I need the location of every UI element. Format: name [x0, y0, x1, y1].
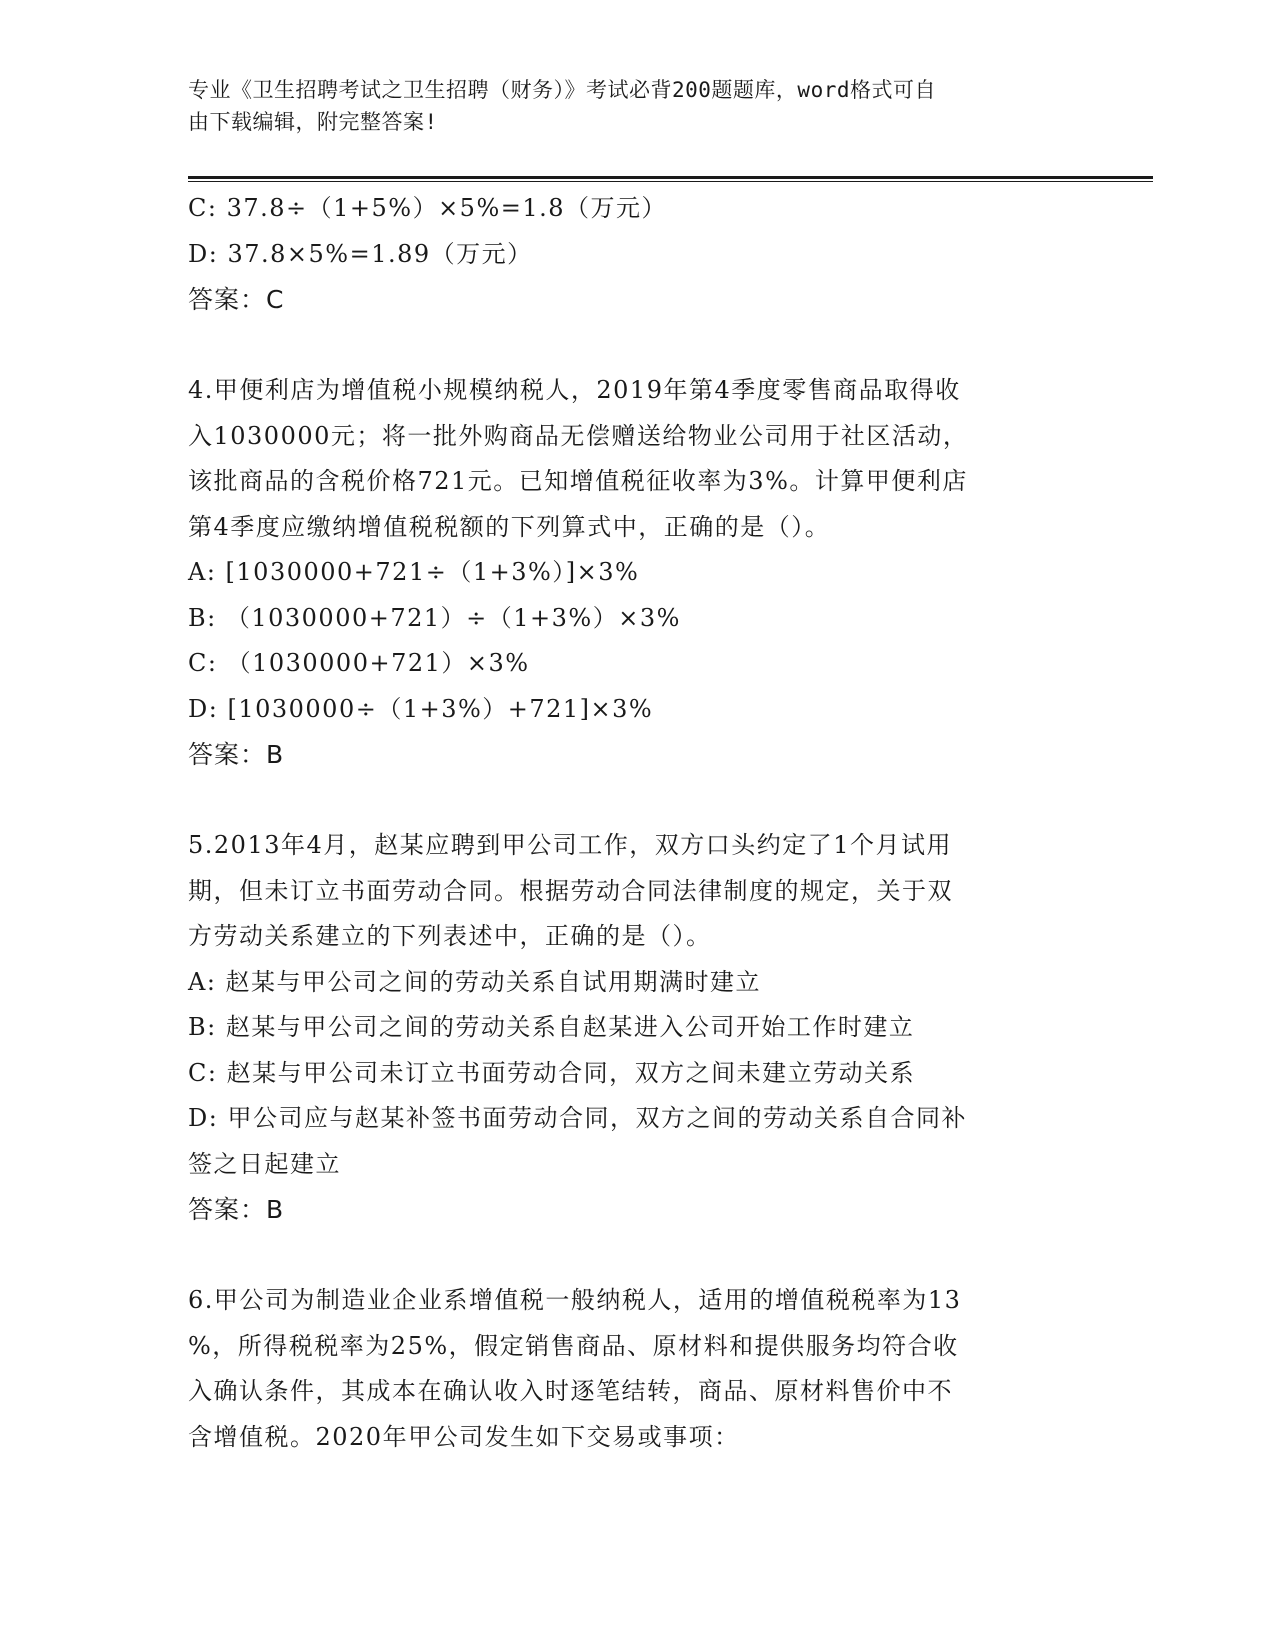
header-line-2: 由下载编辑，附完整答案! — [188, 110, 438, 134]
question-stem-line: 含增值税。2020年甲公司发生如下交易或事项： — [188, 1422, 740, 1451]
question-6 — [188, 1278, 1078, 1460]
question-stem-line: 6.甲公司为制造业企业系增值税一般纳税人，适用的增值税税率为13 — [188, 1286, 962, 1314]
option-a: A: 赵某与甲公司之间的劳动关系自试用期满时建立 — [188, 967, 762, 996]
answer: 答案：B — [188, 740, 285, 769]
header-divider-thick — [188, 176, 1153, 179]
question-stem-line: 入1030000元；将一批外购商品无偿赠送给物业公司用于社区活动， — [188, 421, 969, 450]
question-stem-line: 5.2013年4月，赵某应聘到甲公司工作，双方口头约定了1个月试用 — [188, 831, 953, 859]
question-stem-line: 第4季度应缴纳增值税税额的下列算式中，正确的是（）。 — [188, 512, 831, 541]
option-c: C: 赵某与甲公司未订立书面劳动合同，双方之间未建立劳动关系 — [188, 1058, 916, 1087]
question-5 — [188, 823, 1078, 1233]
page-header — [188, 74, 1068, 138]
answer: 答案：C — [188, 285, 285, 314]
option-c: C: （1030000+721）×3% — [188, 649, 530, 677]
document-body — [188, 186, 1078, 1460]
question-stem-line: 4.甲便利店为增值税小规模纳税人，2019年第4季度零售商品取得收 — [188, 376, 961, 404]
answer: 答案：B — [188, 1195, 285, 1224]
question-stem-line: 入确认条件，其成本在确认收入时逐笔结转，商品、原材料售价中不 — [188, 1377, 953, 1405]
option-d-continued: 签之日起建立 — [188, 1149, 341, 1178]
question-stem-line: %，所得税税率为25%，假定销售商品、原材料和提供服务均符合收 — [188, 1331, 959, 1360]
option-d: D: 甲公司应与赵某补签书面劳动合同，双方之间的劳动关系自合同补 — [188, 1104, 967, 1132]
question-3-tail — [188, 186, 1078, 323]
spacer — [188, 778, 1078, 824]
header-line-1: 专业《卫生招聘考试之卫生招聘（财务）》考试必背200题题库，word格式可自 — [188, 78, 936, 102]
option-b: B: 赵某与甲公司之间的劳动关系自赵某进入公司开始工作时建立 — [188, 1013, 915, 1041]
question-stem-line: 该批商品的含税价格721元。已知增值税征收率为3%。计算甲便利店 — [188, 467, 968, 495]
question-stem-line: 期，但未订立书面劳动合同。根据劳动合同法律制度的规定，关于双 — [188, 876, 953, 905]
spacer — [188, 323, 1078, 369]
option-d: D: 37.8×5%=1.89（万元） — [188, 239, 533, 268]
spacer — [188, 1233, 1078, 1279]
question-stem-line: 方劳动关系建立的下列表述中，正确的是（）。 — [188, 922, 712, 950]
question-4 — [188, 368, 1078, 778]
header-divider-thin — [188, 181, 1153, 182]
option-b: B: （1030000+721）÷（1+3%）×3% — [188, 603, 681, 632]
option-a: A: [1030000+721÷（1+3%）]×3% — [188, 558, 640, 586]
option-c: C: 37.8÷（1+5%）×5%=1.8（万元） — [188, 194, 668, 222]
option-d: D: [1030000÷（1+3%）+721]×3% — [188, 694, 654, 723]
